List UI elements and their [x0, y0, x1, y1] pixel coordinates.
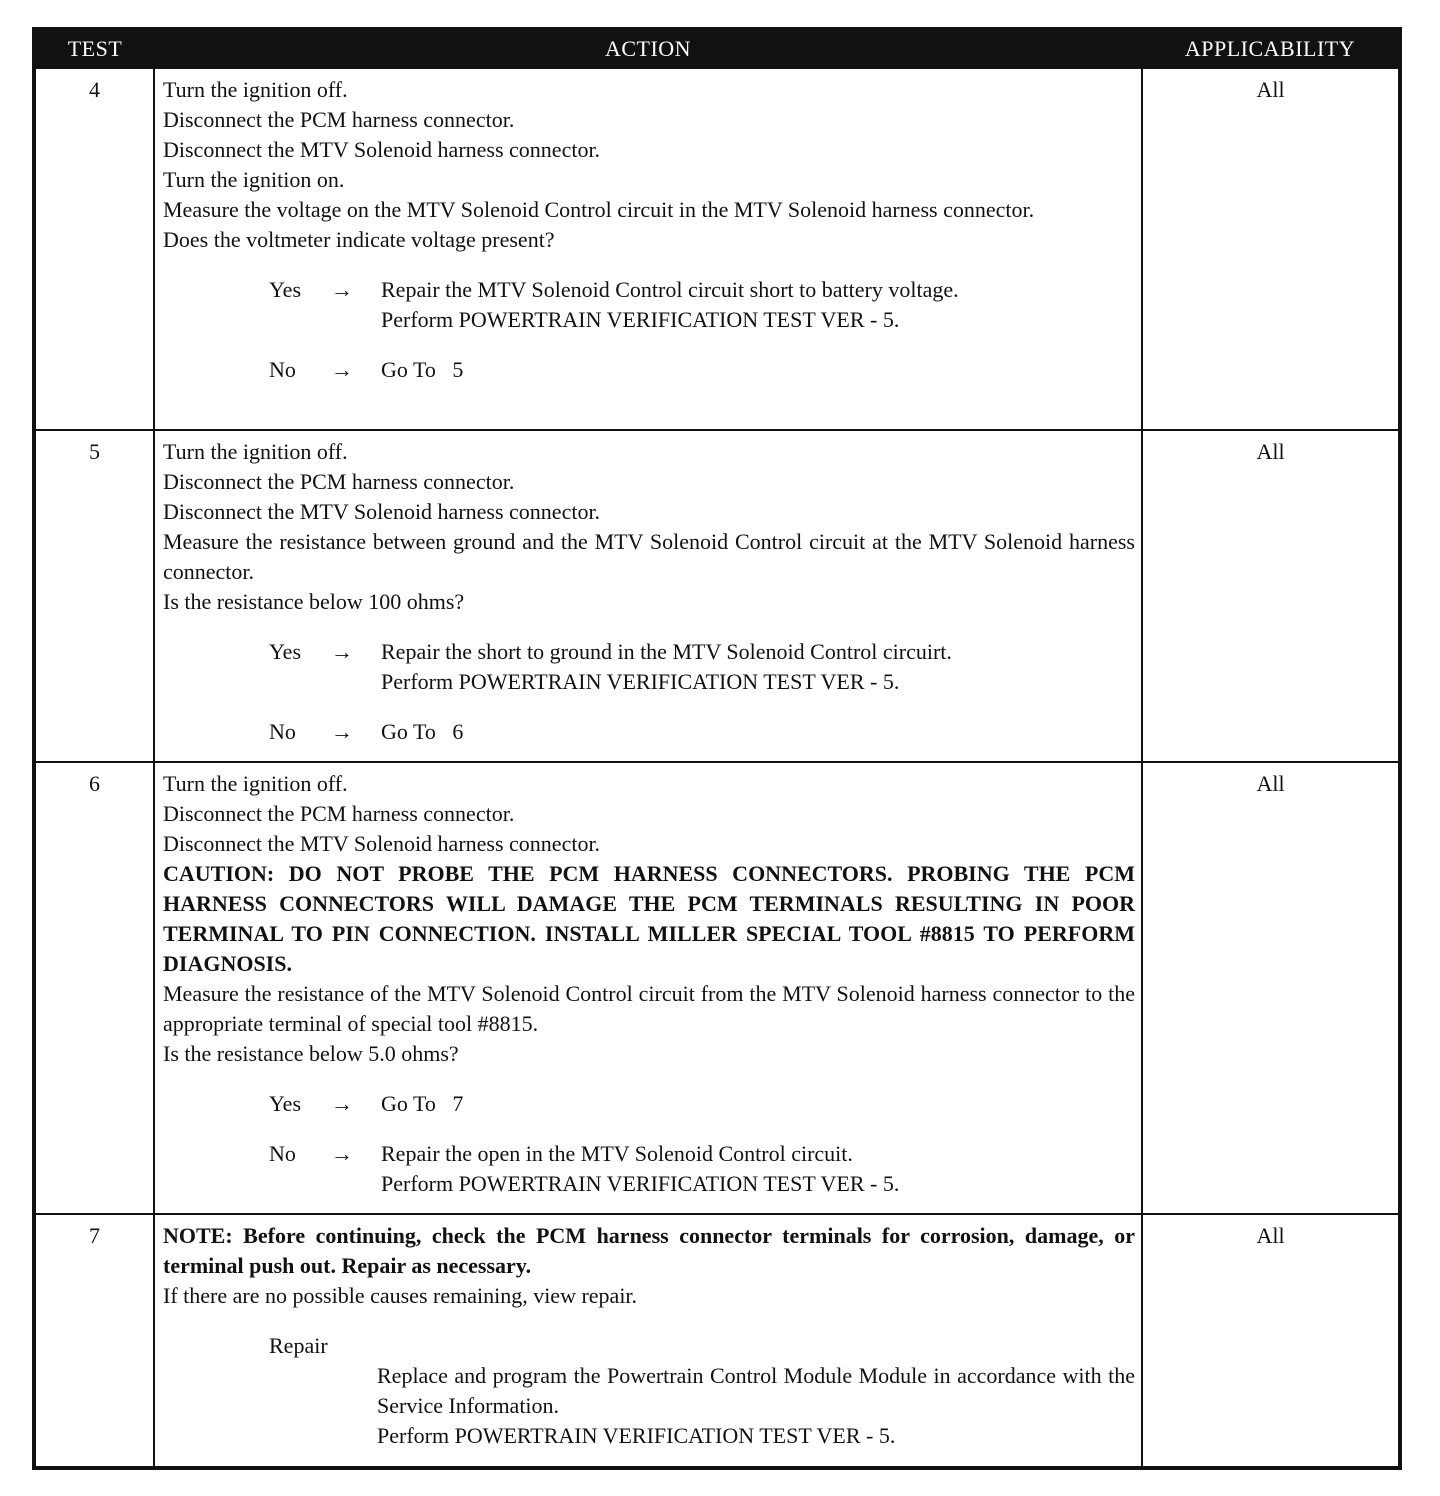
question-text: Is the resistance below 5.0 ohms? — [163, 1041, 459, 1066]
step-text: Measure the resistance of the MTV Solenoid Control circuit from the MTV Solenoid harness connector to the appropriate terminal of special tool #8815. — [163, 981, 1135, 1036]
no-branch — [269, 355, 1135, 385]
step-text: Disconnect the MTV Solenoid harness connector. — [163, 831, 601, 856]
step-text: Disconnect the PCM harness connector. — [163, 107, 515, 132]
header-action: ACTION — [154, 29, 1142, 68]
yes-branch — [269, 275, 1135, 335]
arrow-right-icon: → — [331, 639, 353, 664]
step-text: Disconnect the PCM harness connector. — [163, 469, 515, 494]
step-text: Turn the ignition off. — [163, 439, 348, 464]
yes-result: Repair the MTV Solenoid Control circuit short to battery voltage. — [381, 277, 959, 302]
repair-block — [269, 1331, 1135, 1451]
header-applicability: APPLICABILITY — [1142, 29, 1400, 68]
table-row-test-4 — [34, 68, 1400, 430]
no-result: Go To 5 — [381, 357, 464, 382]
note-text: NOTE: Before continuing, check the PCM harness connector terminals for corrosion, damage, or terminal push out. Repair as necessary. — [163, 1223, 1135, 1278]
repair-instruction: Perform POWERTRAIN VERIFICATION TEST VER - 5. — [377, 1423, 896, 1448]
yes-result: Perform POWERTRAIN VERIFICATION TEST VER - 5. — [381, 669, 900, 694]
test-number: 7 — [34, 1214, 154, 1468]
step-text: If there are no possible causes remaining, view repair. — [163, 1283, 638, 1308]
question-text: Does the voltmeter indicate voltage present? — [163, 227, 555, 252]
step-text: Disconnect the MTV Solenoid harness connector. — [163, 137, 601, 162]
yes-branch — [269, 1089, 1135, 1119]
applicability-cell: All — [1142, 1214, 1400, 1468]
yes-result: Go To 7 — [381, 1091, 464, 1116]
no-label: No — [269, 1141, 296, 1166]
applicability-cell: All — [1142, 762, 1400, 1214]
step-text: Disconnect the MTV Solenoid harness connector. — [163, 499, 601, 524]
step-text: Turn the ignition off. — [163, 771, 348, 796]
step-text: Disconnect the PCM harness connector. — [163, 801, 515, 826]
yes-label: Yes — [269, 639, 302, 664]
repair-instruction: Replace and program the Powertrain Control Module Module in accordance with the Service Information. — [377, 1363, 1135, 1418]
no-result: Perform POWERTRAIN VERIFICATION TEST VER - 5. — [381, 1171, 900, 1196]
arrow-right-icon: → — [331, 719, 353, 744]
test-number: 5 — [34, 430, 154, 762]
yes-label: Yes — [269, 1091, 302, 1116]
table-header-row — [34, 29, 1400, 68]
step-text: Turn the ignition on. — [163, 167, 345, 192]
step-text: Measure the voltage on the MTV Solenoid Control circuit in the MTV Solenoid harness connector. — [163, 197, 1035, 222]
yes-branch — [269, 637, 1135, 697]
arrow-right-icon: → — [331, 277, 353, 302]
no-branch — [269, 717, 1135, 747]
action-cell — [154, 430, 1142, 762]
arrow-right-icon: → — [331, 1091, 353, 1116]
action-cell — [154, 762, 1142, 1214]
arrow-right-icon: → — [331, 1141, 353, 1166]
arrow-right-icon: → — [331, 357, 353, 382]
repair-label: Repair — [269, 1333, 328, 1358]
no-result: Go To 6 — [381, 719, 464, 744]
no-label: No — [269, 719, 296, 744]
test-number: 6 — [34, 762, 154, 1214]
yes-label: Yes — [269, 277, 302, 302]
table-row-test-7 — [34, 1214, 1400, 1468]
step-text: Turn the ignition off. — [163, 77, 348, 102]
action-cell — [154, 68, 1142, 430]
question-text: Is the resistance below 100 ohms? — [163, 589, 465, 614]
no-label: No — [269, 357, 296, 382]
applicability-cell: All — [1142, 68, 1400, 430]
no-branch — [269, 1139, 1135, 1199]
test-number: 4 — [34, 68, 154, 430]
step-text: Measure the resistance between ground and the MTV Solenoid Control circuit at the MTV Solenoid harness connector. — [163, 529, 1135, 584]
yes-result: Perform POWERTRAIN VERIFICATION TEST VER - 5. — [381, 307, 900, 332]
no-result: Repair the open in the MTV Solenoid Control circuit. — [381, 1141, 853, 1166]
caution-text: CAUTION: DO NOT PROBE THE PCM HARNESS CONNECTORS. PROBING THE PCM HARNESS CONNECTORS WILL DAMAGE THE PCM TERMINALS RESULTING IN POOR TERMINAL TO PIN CONNECTION. INSTALL MILLER SPECIAL TOOL #8815 TO PERFORM DIAGNOSIS. — [163, 861, 1135, 976]
yes-result: Repair the short to ground in the MTV Solenoid Control circuirt. — [381, 639, 952, 664]
diagnostic-test-table — [32, 27, 1402, 1470]
applicability-cell: All — [1142, 430, 1400, 762]
header-test: TEST — [34, 29, 154, 68]
action-cell — [154, 1214, 1142, 1468]
table-row-test-5 — [34, 430, 1400, 762]
table-row-test-6 — [34, 762, 1400, 1214]
